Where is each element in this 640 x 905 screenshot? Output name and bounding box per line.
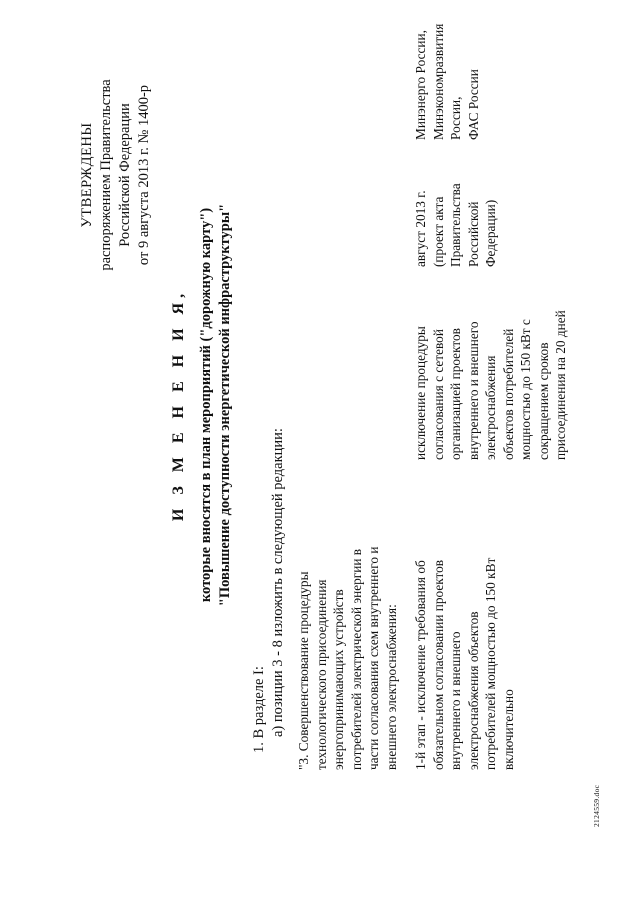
text-line: энергопринимающих устройств: [331, 589, 347, 770]
table-cell-stage: [412, 508, 517, 770]
text-line: август 2013 г.: [413, 190, 428, 267]
text-line: ФАС России: [465, 69, 481, 140]
text-line: мощностью до 150 кВт с: [518, 319, 534, 460]
table-cell-responsible: [412, 0, 482, 140]
text-line: включительно: [500, 689, 516, 770]
text-line: "3. Совершенствование процедуры: [296, 571, 311, 770]
text-line: Минэкономразвития: [430, 23, 446, 140]
approval-title: УТВЕРЖДЕНЫ: [79, 122, 95, 228]
text-line: электроснабжения объектов: [465, 611, 481, 770]
text-line: внутреннего и внешнего: [465, 321, 481, 460]
heading-subtitle: которые вносятся в план мероприятий ("дорожную карту"): [198, 207, 215, 603]
text-line: внешнего электроснабжения:: [383, 604, 399, 770]
text-line: организацией проектов: [448, 328, 464, 460]
document-id: 2124559.doc: [592, 784, 601, 827]
intro-paragraph: [250, 428, 288, 753]
text-line: потребителей электрической энергии в: [348, 548, 364, 770]
approval-date: от 9 августа 2013 г. № 1400-р: [136, 84, 153, 266]
table-cell-result: [412, 235, 570, 460]
text-line: объектов потребителей: [500, 328, 516, 460]
text-line: потребителей мощностью до 150 кВт: [483, 557, 499, 770]
position-3-text: [295, 510, 400, 770]
approval-line: распоряжением Правительства: [98, 79, 115, 271]
text-line: части согласования схем внутреннего и: [366, 546, 382, 770]
approval-line: Российской Федерации: [117, 103, 134, 247]
section-reference: 1. В разделе I:: [251, 666, 267, 753]
text-line: Российской: [465, 201, 481, 267]
text-line: технологического присоединения: [313, 579, 329, 770]
text-line: (проект акта: [430, 196, 446, 267]
table-cell-deadline: [412, 157, 500, 267]
text-line: электроснабжения: [483, 355, 499, 460]
text-line: России,: [448, 96, 464, 140]
text-line: исключение процедуры: [413, 326, 428, 460]
text-line: внутреннего и внешнего: [448, 631, 464, 770]
text-line: обязательном согласовании проектов: [430, 559, 446, 770]
text-line: согласования с сетевой: [430, 329, 446, 460]
heading-subtitle: "Повышение доступности энергетической инфраструктуры": [217, 203, 234, 607]
text-line: 1-й этап - исключение требования об: [413, 560, 428, 770]
text-line: Минэнерго России,: [413, 30, 428, 140]
text-line: сокращением сроков: [535, 342, 551, 460]
text-line: Правительства: [448, 183, 464, 267]
item-a: а) позиции 3 - 8 изложить в следующей редакции:: [270, 428, 287, 737]
text-line: присоединения на 20 дней: [553, 310, 569, 460]
document-heading: [168, 55, 235, 755]
approval-stamp: [78, 60, 155, 290]
heading-title: И З М Е Н Е Н И Я,: [170, 288, 187, 522]
text-line: Федерации): [483, 199, 499, 267]
